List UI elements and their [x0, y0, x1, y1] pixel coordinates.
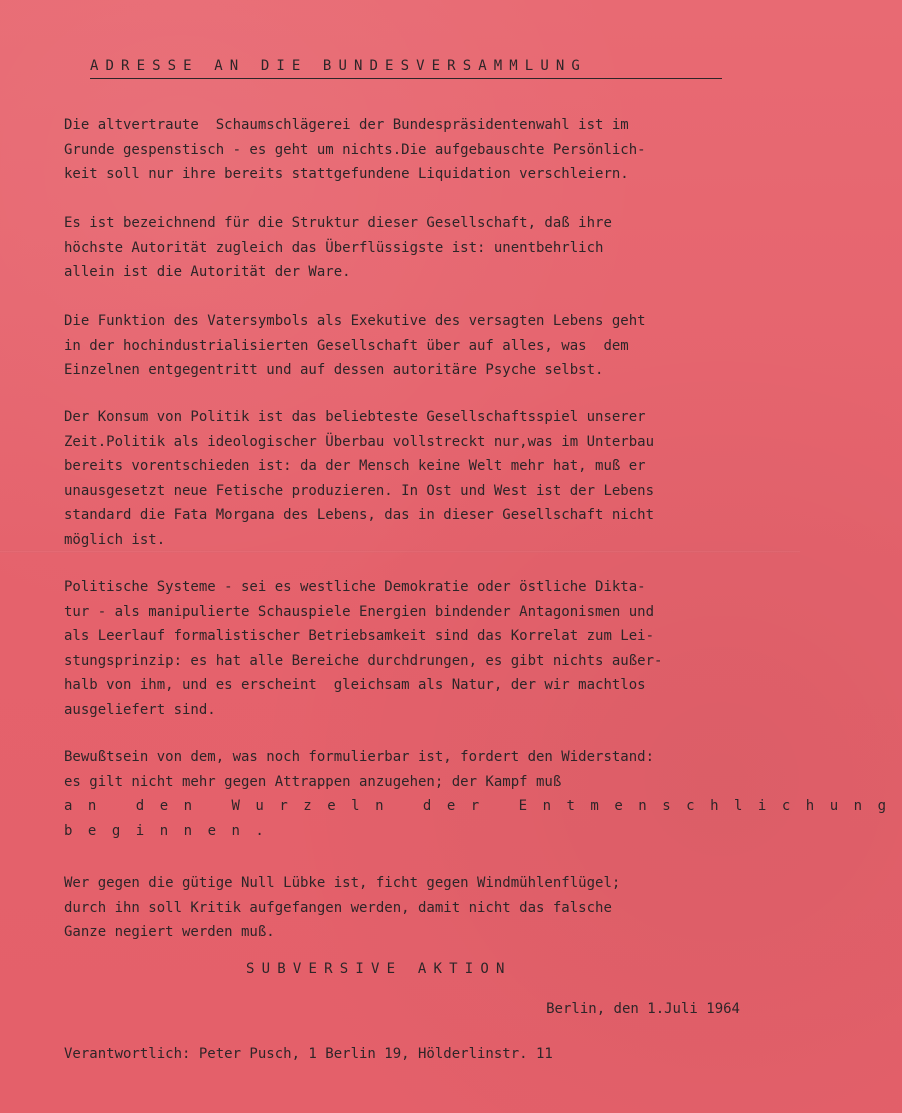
text-line: Ganze negiert werden muß.: [64, 924, 275, 940]
text-line: Die Funktion des Vatersymbols als Exekutive des versagten Lebens geht: [64, 313, 646, 329]
responsible-imprint: Verantwortlich: Peter Pusch, 1 Berlin 19, Hölderlinstr. 11: [64, 1046, 553, 1062]
text-line-spaced: an den Wurzeln der Entmenschlichung: [64, 798, 902, 814]
text-line: durch ihn soll Kritik aufgefangen werden, damit nicht das falsche: [64, 899, 612, 916]
text-line: standard die Fata Morgana des Lebens, das in dieser Gesellschaft nicht: [64, 507, 655, 523]
text-line: halb von ihm, und es erscheint gleichsam als Natur, der wir machtlos: [64, 677, 646, 693]
text-line: bereits vorentschieden ist: da der Mensch keine Welt mehr hat, muß er: [64, 458, 646, 474]
text-line-spaced: es gilt nicht mehr gegen Attrappen anzugehen; der Kampf muß: [64, 773, 562, 790]
text-line: Politische Systeme - sei es westliche Demokratie oder östliche Dikta-: [64, 579, 646, 595]
text-line: Es ist bezeichnend für die Struktur dieser Gesellschaft, daß ihre: [64, 215, 612, 231]
text-line-spaced: beginnen.: [64, 822, 280, 839]
text-line: in der hochindustrialisierten Gesellschaft über auf alles, was dem: [64, 337, 629, 354]
text-line: Bewußtsein von dem, was noch formulierbar ist, fordert den Widerstand:: [64, 749, 655, 765]
document-title: ADRESSE AN DIE BUNDESVERSAMMLUNG: [90, 58, 722, 79]
text-line: tur - als manipulierte Schauspiele Energien bindender Antagonismen und: [64, 603, 655, 620]
paragraph-5: [64, 575, 784, 722]
text-line: Wer gegen die gütige Null Lübke ist, ficht gegen Windmühlenflügel;: [64, 875, 621, 891]
text-line: allein ist die Autorität der Ware.: [64, 264, 351, 280]
signature-organization: SUBVERSIVE AKTION: [246, 961, 512, 977]
text-line: Der Konsum von Politik ist das beliebteste Gesellschaftsspiel unserer: [64, 409, 646, 425]
text-line: Die altvertraute Schaumschlägerei der Bundespräsidentenwahl ist im: [64, 117, 629, 133]
text-line: höchste Autorität zugleich das Überflüssigste ist: unentbehrlich: [64, 239, 604, 256]
paragraph-7: [64, 871, 784, 945]
place-and-date: Berlin, den 1.Juli 1964: [546, 1001, 740, 1017]
text-line: Einzelnen entgegentritt und auf dessen autoritäre Psyche selbst.: [64, 362, 604, 378]
paragraph-2: [64, 211, 784, 285]
text-line: möglich ist.: [64, 531, 166, 548]
text-line: stungsprinzip: es hat alle Bereiche durchdrungen, es gibt nichts außer-: [64, 652, 663, 669]
paragraph-4: [64, 405, 784, 552]
text-line: Grunde gespenstisch - es geht um nichts.Die aufgebauschte Persönlich-: [64, 141, 646, 158]
text-line: als Leerlauf formalistischer Betriebsamkeit sind das Korrelat zum Lei-: [64, 628, 655, 644]
text-line: ausgeliefert sind.: [64, 701, 216, 718]
paragraph-3: [64, 309, 784, 383]
paragraph-1: [64, 113, 784, 187]
text-line: unausgesetzt neue Fetische produzieren. In Ost und West ist der Lebens: [64, 482, 655, 499]
text-line: Zeit.Politik als ideologischer Überbau vollstreckt nur,was im Unterbau: [64, 433, 655, 450]
paragraph-6: [64, 745, 902, 843]
text-line: keit soll nur ihre bereits stattgefundene Liquidation verschleiern.: [64, 166, 629, 182]
